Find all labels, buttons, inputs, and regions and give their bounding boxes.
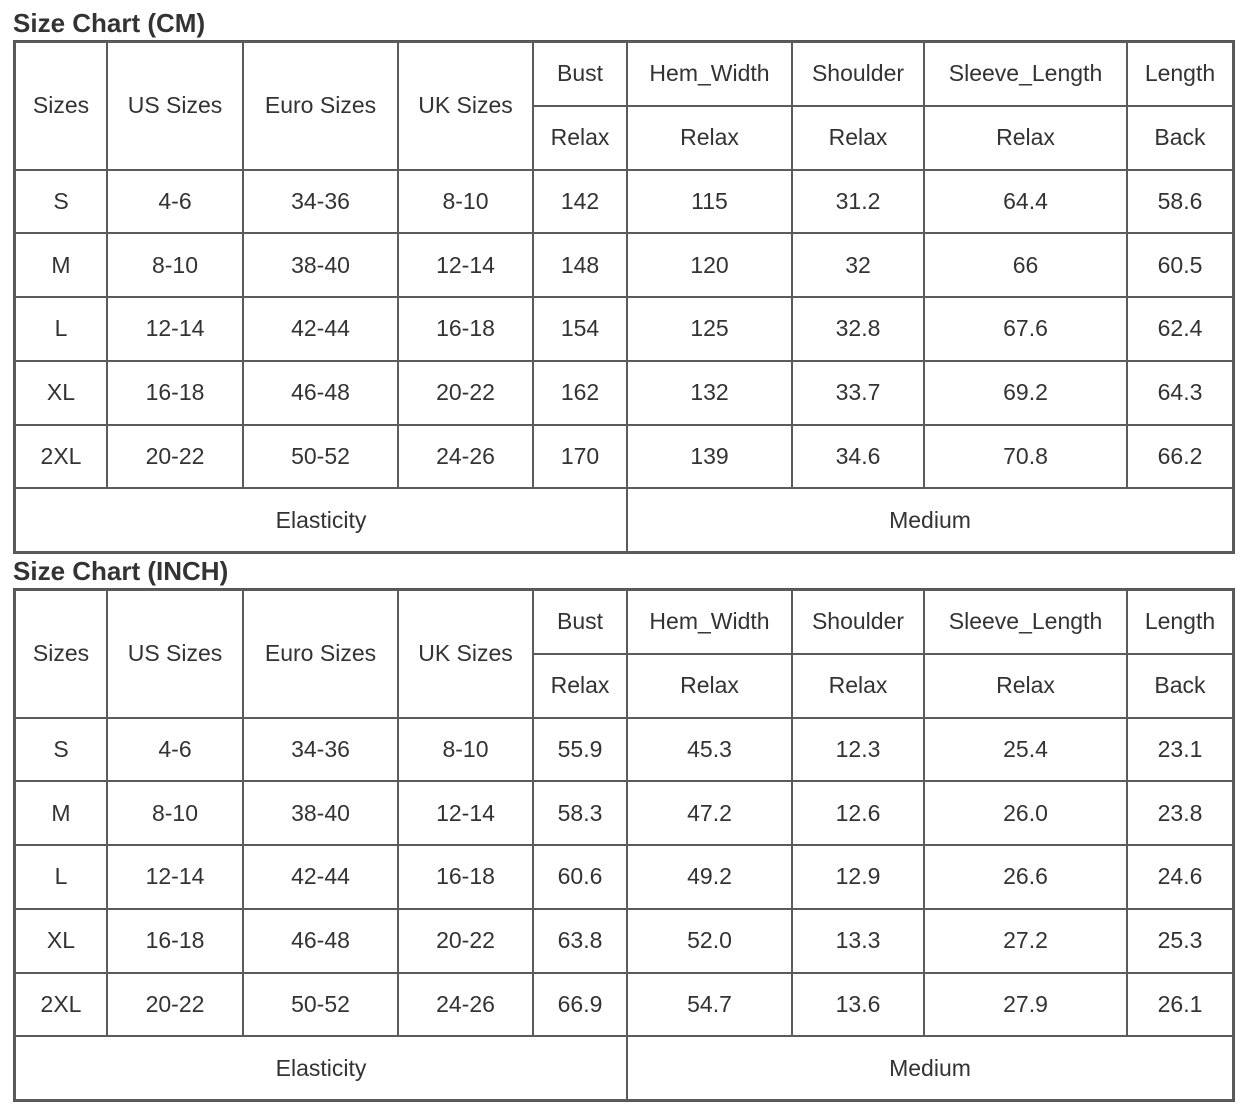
table-row: [16, 298, 1232, 360]
table-cell: 54.7: [628, 974, 791, 1036]
subheader-length: Back: [1128, 655, 1232, 717]
table-cell: 170: [534, 426, 626, 488]
table-cell: S: [16, 171, 106, 233]
table-cell: 27.2: [925, 910, 1126, 972]
table-cell: 16-18: [399, 846, 532, 908]
table-cell: 12-14: [399, 234, 532, 296]
table-cell: 12.3: [793, 719, 923, 781]
table-cell: 120: [628, 234, 791, 296]
table-cell: 52.0: [628, 910, 791, 972]
table-cell: 2XL: [16, 426, 106, 488]
table-row: [16, 362, 1232, 424]
table-cell: 148: [534, 234, 626, 296]
header-sleeve-length: Sleeve_Length: [925, 43, 1126, 105]
table-row: [16, 426, 1232, 488]
size-chart-cm-title: Size Chart (CM): [13, 8, 206, 38]
table-row: [16, 719, 1232, 781]
table-cell: 26.6: [925, 846, 1126, 908]
table-cell: 67.6: [925, 298, 1126, 360]
table-cell: 20-22: [399, 362, 532, 424]
table-cell: 26.1: [1128, 974, 1232, 1036]
table-row: [16, 846, 1232, 908]
table-cell: 20-22: [108, 974, 242, 1036]
table-cell: 62.4: [1128, 298, 1232, 360]
table-cell: 139: [628, 426, 791, 488]
table-cell: 142: [534, 171, 626, 233]
subheader-bust: Relax: [534, 655, 626, 717]
table-cell: S: [16, 719, 106, 781]
table-cell: 38-40: [244, 782, 397, 844]
header-row: [16, 591, 1232, 653]
table-cell: 125: [628, 298, 791, 360]
subheader-sleeve-length: Relax: [925, 107, 1126, 169]
table-cell: 38-40: [244, 234, 397, 296]
subheader-bust: Relax: [534, 107, 626, 169]
table-cell: 16-18: [108, 910, 242, 972]
header-sizes: Sizes: [16, 591, 106, 717]
header-length: Length: [1128, 591, 1232, 653]
table-cell: 154: [534, 298, 626, 360]
table-cell: 20-22: [108, 426, 242, 488]
subheader-length: Back: [1128, 107, 1232, 169]
table-cell: 25.4: [925, 719, 1126, 781]
table-cell: 45.3: [628, 719, 791, 781]
table-cell: 60.5: [1128, 234, 1232, 296]
table-cell: 8-10: [108, 782, 242, 844]
table-cell: 4-6: [108, 171, 242, 233]
table-cell: 12-14: [108, 846, 242, 908]
table-cell: 66: [925, 234, 1126, 296]
table-cell: 31.2: [793, 171, 923, 233]
table-cell: 16-18: [399, 298, 532, 360]
table-cell: L: [16, 298, 106, 360]
table-cell: 42-44: [244, 298, 397, 360]
table-cell: 64.4: [925, 171, 1126, 233]
table-cell: M: [16, 234, 106, 296]
table-cell: 46-48: [244, 362, 397, 424]
table-cell: 64.3: [1128, 362, 1232, 424]
table-cell: 24-26: [399, 426, 532, 488]
table-cell: 46-48: [244, 910, 397, 972]
table-cell: 12.9: [793, 846, 923, 908]
table-cell: 34.6: [793, 426, 923, 488]
table-row: [16, 171, 1232, 233]
table-cell: XL: [16, 362, 106, 424]
table-cell: 8-10: [108, 234, 242, 296]
table-cell: 33.7: [793, 362, 923, 424]
table-cell: 12-14: [108, 298, 242, 360]
table-cell: 34-36: [244, 171, 397, 233]
table-cell: 63.8: [534, 910, 626, 972]
table-cell: L: [16, 846, 106, 908]
table-cell: 24.6: [1128, 846, 1232, 908]
table-cell: 8-10: [399, 171, 532, 233]
table-cell: 55.9: [534, 719, 626, 781]
header-us-sizes: US Sizes: [108, 591, 242, 717]
subheader-hem-width: Relax: [628, 655, 791, 717]
subheader-shoulder: Relax: [793, 107, 923, 169]
table-cell: 24-26: [399, 974, 532, 1036]
header-us-sizes: US Sizes: [108, 43, 242, 169]
table-cell: 25.3: [1128, 910, 1232, 972]
table-cell: 13.3: [793, 910, 923, 972]
elasticity-label: Elasticity: [16, 489, 626, 551]
subheader-hem-width: Relax: [628, 107, 791, 169]
header-shoulder: Shoulder: [793, 43, 923, 105]
footer-row: [16, 1037, 1232, 1099]
subheader-shoulder: Relax: [793, 655, 923, 717]
table-cell: 34-36: [244, 719, 397, 781]
footer-row: [16, 489, 1232, 551]
table-cell: 132: [628, 362, 791, 424]
elasticity-value: Medium: [628, 1037, 1232, 1099]
header-bust: Bust: [534, 43, 626, 105]
table-cell: 49.2: [628, 846, 791, 908]
subheader-sleeve-length: Relax: [925, 655, 1126, 717]
header-euro-sizes: Euro Sizes: [244, 43, 397, 169]
header-sleeve-length: Sleeve_Length: [925, 591, 1126, 653]
table-cell: 26.0: [925, 782, 1126, 844]
table-cell: 70.8: [925, 426, 1126, 488]
table-cell: 66.2: [1128, 426, 1232, 488]
table-cell: 32.8: [793, 298, 923, 360]
table-row: [16, 234, 1232, 296]
table-cell: 4-6: [108, 719, 242, 781]
table-cell: 16-18: [108, 362, 242, 424]
table-cell: 12-14: [399, 782, 532, 844]
table-cell: 23.8: [1128, 782, 1232, 844]
header-row: [16, 43, 1232, 105]
table-cell: 69.2: [925, 362, 1126, 424]
table-cell: 32: [793, 234, 923, 296]
table-row: [16, 974, 1232, 1036]
table-row: [16, 782, 1232, 844]
header-hem-width: Hem_Width: [628, 591, 791, 653]
table-cell: 60.6: [534, 846, 626, 908]
table-cell: XL: [16, 910, 106, 972]
table-cell: 20-22: [399, 910, 532, 972]
header-uk-sizes: UK Sizes: [399, 43, 532, 169]
table-cell: 50-52: [244, 426, 397, 488]
table-cell: 27.9: [925, 974, 1126, 1036]
table-cell: 2XL: [16, 974, 106, 1036]
elasticity-value: Medium: [628, 489, 1232, 551]
header-length: Length: [1128, 43, 1232, 105]
table-cell: 115: [628, 171, 791, 233]
table-cell: 58.6: [1128, 171, 1232, 233]
header-shoulder: Shoulder: [793, 591, 923, 653]
header-uk-sizes: UK Sizes: [399, 591, 532, 717]
header-hem-width: Hem_Width: [628, 43, 791, 105]
elasticity-label: Elasticity: [16, 1037, 626, 1099]
size-chart-cm-table: [13, 40, 1235, 554]
size-chart-inch-table: [13, 588, 1235, 1102]
header-sizes: Sizes: [16, 43, 106, 169]
table-cell: M: [16, 782, 106, 844]
table-cell: 66.9: [534, 974, 626, 1036]
header-bust: Bust: [534, 591, 626, 653]
table-row: [16, 910, 1232, 972]
table-cell: 23.1: [1128, 719, 1232, 781]
table-cell: 58.3: [534, 782, 626, 844]
table-cell: 8-10: [399, 719, 532, 781]
table-cell: 13.6: [793, 974, 923, 1036]
header-euro-sizes: Euro Sizes: [244, 591, 397, 717]
table-cell: 12.6: [793, 782, 923, 844]
table-cell: 47.2: [628, 782, 791, 844]
table-cell: 162: [534, 362, 626, 424]
table-cell: 42-44: [244, 846, 397, 908]
size-chart-inch-title: Size Chart (INCH): [13, 556, 229, 586]
table-cell: 50-52: [244, 974, 397, 1036]
